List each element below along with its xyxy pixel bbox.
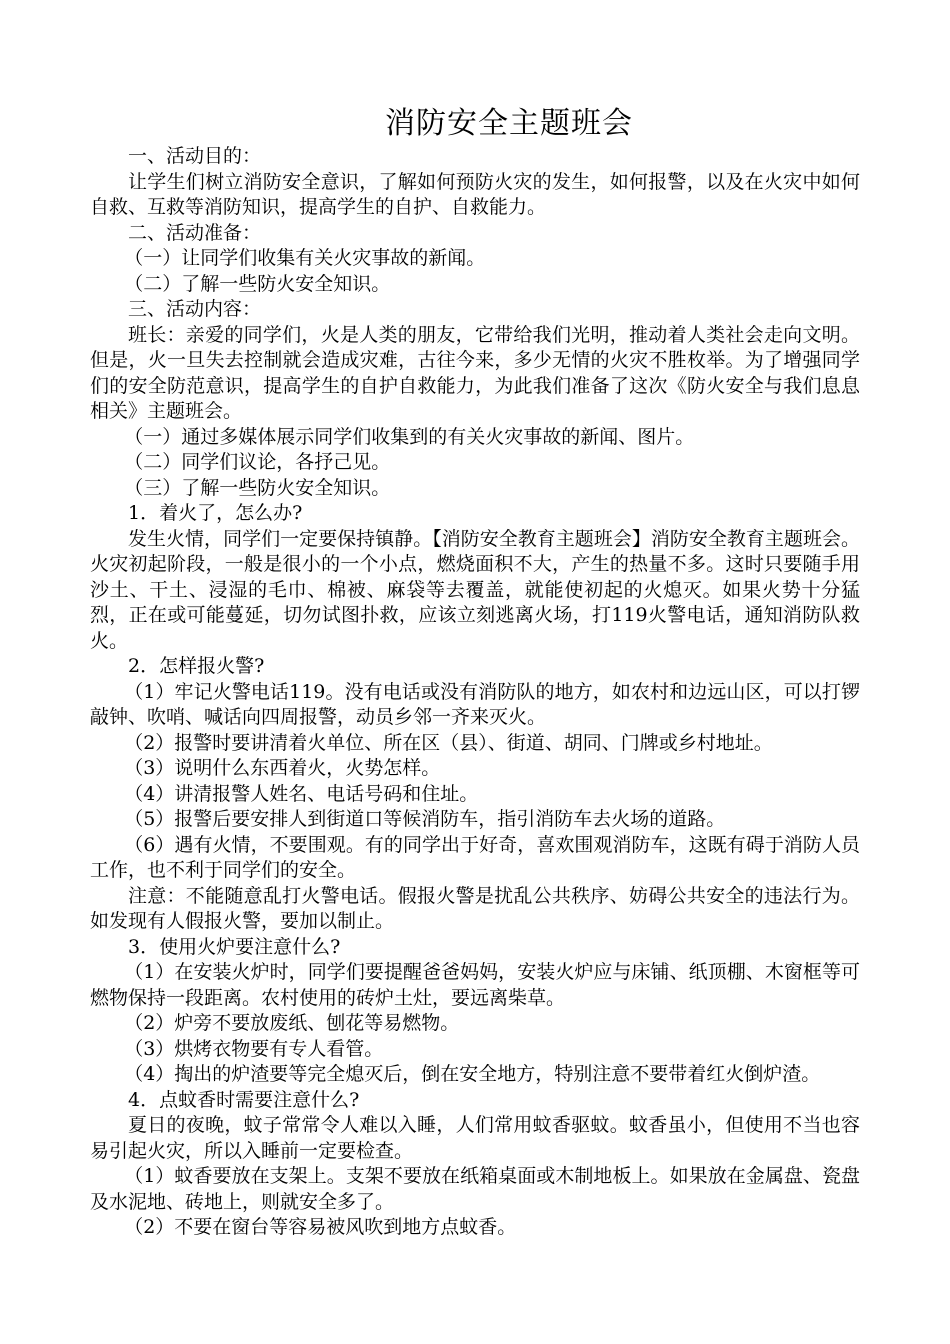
- paragraph: 班长：亲爱的同学们，火是人类的朋友，它带给我们光明，推动着人类社会走向文明。但是，火一旦失去控制就会造成灾难，古往今来，多少无情的火灾不胜枚举。为了增强同学们的安全防范意识，提高学生的自护自救能力，为此我们准备了这次《防火安全与我们息息相关》主题班会。: [90, 323, 860, 422]
- list-item: （3）烘烤衣物要有专人看管。: [124, 1037, 384, 1060]
- paragraph: 发生火情，同学们一定要保持镇静。【消防安全教育主题班会】消防安全教育主题班会。火灾初起阶段，一般是很小的一个小点，燃烧面积不大，产生的热量不多。这时只要随手用沙土、干土、浸湿的毛巾、棉被、麻袋等去覆盖，就能使初起的火熄灭。如果火势十分猛烈，正在或可能蔓延，切勿试图扑救，应该立刻逃离火场，打119火警电话，通知消防队救火。: [90, 527, 860, 652]
- list-item: （2）报警时要讲清着火单位、所在区（县）、街道、胡同、门牌或乡村地址。: [124, 731, 773, 754]
- section-heading: 三、活动内容：: [128, 298, 262, 320]
- list-item: （6）遇有火情，不要围观。有的同学出于好奇，喜欢围观消防车，这既有碍于消防人员工作，也不利于同学们的安全。: [90, 833, 860, 881]
- list-item: （4）讲清报警人姓名、电话号码和住址。: [124, 782, 479, 805]
- list-item: （2）炉旁不要放废纸、刨花等易燃物。: [124, 1012, 460, 1034]
- list-item: （1）蚊香要放在支架上。支架不要放在纸箱桌面或木制地板上。如果放在金属盘、瓷盘及水泥地、砖地上，则就安全多了。: [90, 1165, 860, 1213]
- subsection-heading: 1．着火了，怎么办?: [128, 502, 303, 524]
- page-title: 消防安全主题班会: [385, 106, 633, 141]
- list-item: （二）同学们议论，各抒己见。: [124, 451, 391, 473]
- list-item: （4）掏出的炉渣要等完全熄灭后，倒在安全地方，特别注意不要带着红火倒炉渣。: [124, 1063, 821, 1085]
- list-item: （二）了解一些防火安全知识。: [124, 272, 391, 295]
- list-item: （2）不要在窗台等容易被风吹到地方点蚊香。: [124, 1216, 517, 1238]
- section-heading: 二、活动准备：: [128, 221, 262, 244]
- list-item: （三）了解一些防火安全知识。: [124, 476, 391, 499]
- list-item: （一）让同学们收集有关火灾事故的新闻。: [124, 247, 486, 269]
- list-item: （1）在安装火炉时，同学们要提醒爸爸妈妈，安装火炉应与床铺、纸顶棚、木窗框等可燃物保持一段距离。农村使用的砖炉土灶，要远离柴草。: [90, 961, 860, 1009]
- paragraph: 夏日的夜晚，蚊子常常令人难以入睡，人们常用蚊香驱蚊。蚊香虽小，但使用不当也容易引起火灾，所以入睡前一定要检查。: [90, 1114, 860, 1162]
- list-item: （3）说明什么东西着火，火势怎样。: [124, 757, 441, 779]
- document-body: [90, 144, 860, 1241]
- subsection-heading: 3．使用火炉要注意什么?: [128, 935, 341, 958]
- section-heading: 一、活动目的：: [128, 145, 262, 167]
- subsection-heading: 4．点蚊香时需要注意什么?: [128, 1088, 360, 1111]
- paragraph: 让学生们树立消防安全意识，了解如何预防火灾的发生，如何报警，以及在火灾中如何自救、互救等消防知识，提高学生的自护、自救能力。: [90, 170, 860, 218]
- note-paragraph: 注意：不能随意乱打火警电话。假报火警是扰乱公共秩序、妨碍公共安全的违法行为。如发现有人假报火警，要加以制止。: [90, 884, 860, 932]
- list-item: （1）牢记火警电话119。没有电话或没有消防队的地方，如农村和边远山区，可以打锣敲钟、吹哨、喊话向四周报警，动员乡邻一齐来灭火。: [90, 680, 860, 728]
- subsection-heading: 2．怎样报火警?: [128, 655, 265, 677]
- list-item: （5）报警后要安排人到街道口等候消防车，指引消防车去火场的道路。: [124, 808, 726, 830]
- list-item: （一）通过多媒体展示同学们收集到的有关火灾事故的新闻、图片。: [124, 425, 695, 448]
